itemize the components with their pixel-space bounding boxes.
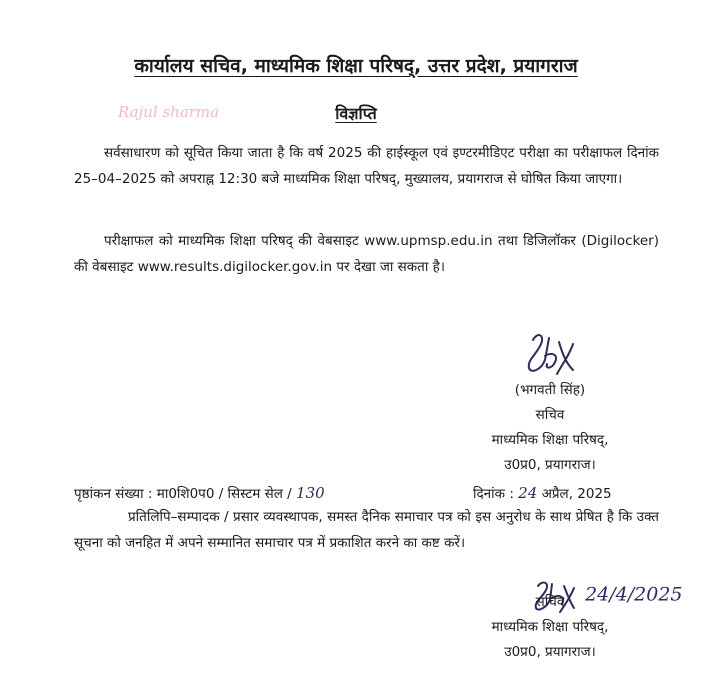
- website-paragraph: परीक्षाफल को माध्यमिक शिक्षा परिषद् की वेबसाइट www.upmsp.edu.in तथा डिजिलॉकर (Digilocker) की वेबसाइट www.results.digilocker.gov.in पर देखा जा सकता है।: [74, 233, 659, 275]
- secretary-signature-block: [440, 330, 660, 478]
- reference-label: पृष्ठांकन संख्या : मा0शि0प0 / सिस्टम सेल /: [74, 486, 292, 502]
- signatory-office-2: माध्यमिक शिक्षा परिषद्,: [491, 619, 609, 635]
- announcement-paragraph: सर्वसाधारण को सूचित किया जाता है कि वर्ष 2025 की हाईस्कूल एवं इण्टरमीडिएट परीक्षा का परीक्षाफल दिनांक 25–04–2025 को अपराह्न 12:30 बजे माध्यमिक शिक्षा परिषद्, मुख्यालय, प्रयागराज से घोषित किया जाएगा।: [74, 145, 659, 187]
- signatory-designation-2: सचिव: [535, 594, 565, 610]
- office-heading-text: कार्यालय सचिव, माध्यमिक शिक्षा परिषद्, उत्तर प्रदेश, प्रयागराज: [134, 55, 578, 77]
- secretary-signature-block-2: [440, 590, 660, 665]
- notice-title: [0, 102, 712, 124]
- watermark-text: Rajul sharma: [118, 103, 220, 121]
- endorsement-date: [473, 484, 612, 502]
- endorsement-reference: [74, 484, 325, 502]
- signatory-place: उ0प्र0, प्रयागराज।: [504, 457, 596, 473]
- signatory-place-2: उ0प्र0, प्रयागराज।: [504, 644, 596, 660]
- date-month-year: अप्रैल, 2025: [541, 486, 612, 502]
- signatory-designation: सचिव: [535, 407, 565, 423]
- reference-number: 130: [296, 484, 325, 502]
- date-day: 24: [518, 484, 538, 502]
- signature-scribble-icon: [515, 330, 585, 378]
- handwritten-date: 24/4/2025: [585, 583, 683, 606]
- signatory-name: (भगवती सिंह): [514, 382, 586, 398]
- office-heading: [0, 52, 712, 78]
- date-label: दिनांक :: [473, 486, 514, 502]
- copy-paragraph: प्रतिलिपि–सम्पादक / प्रसार व्यवस्थापक, समस्त दैनिक समाचार पत्र को इस अनुरोध के साथ प्रेषित है कि उक्त सूचना को जनहित में अपने सम्मानित समाचार पत्र में प्रकाशित करने का कष्ट करें।: [74, 509, 659, 551]
- signatory-office: माध्यमिक शिक्षा परिषद्,: [491, 432, 609, 448]
- notice-title-text: विज्ञप्ति: [335, 104, 377, 123]
